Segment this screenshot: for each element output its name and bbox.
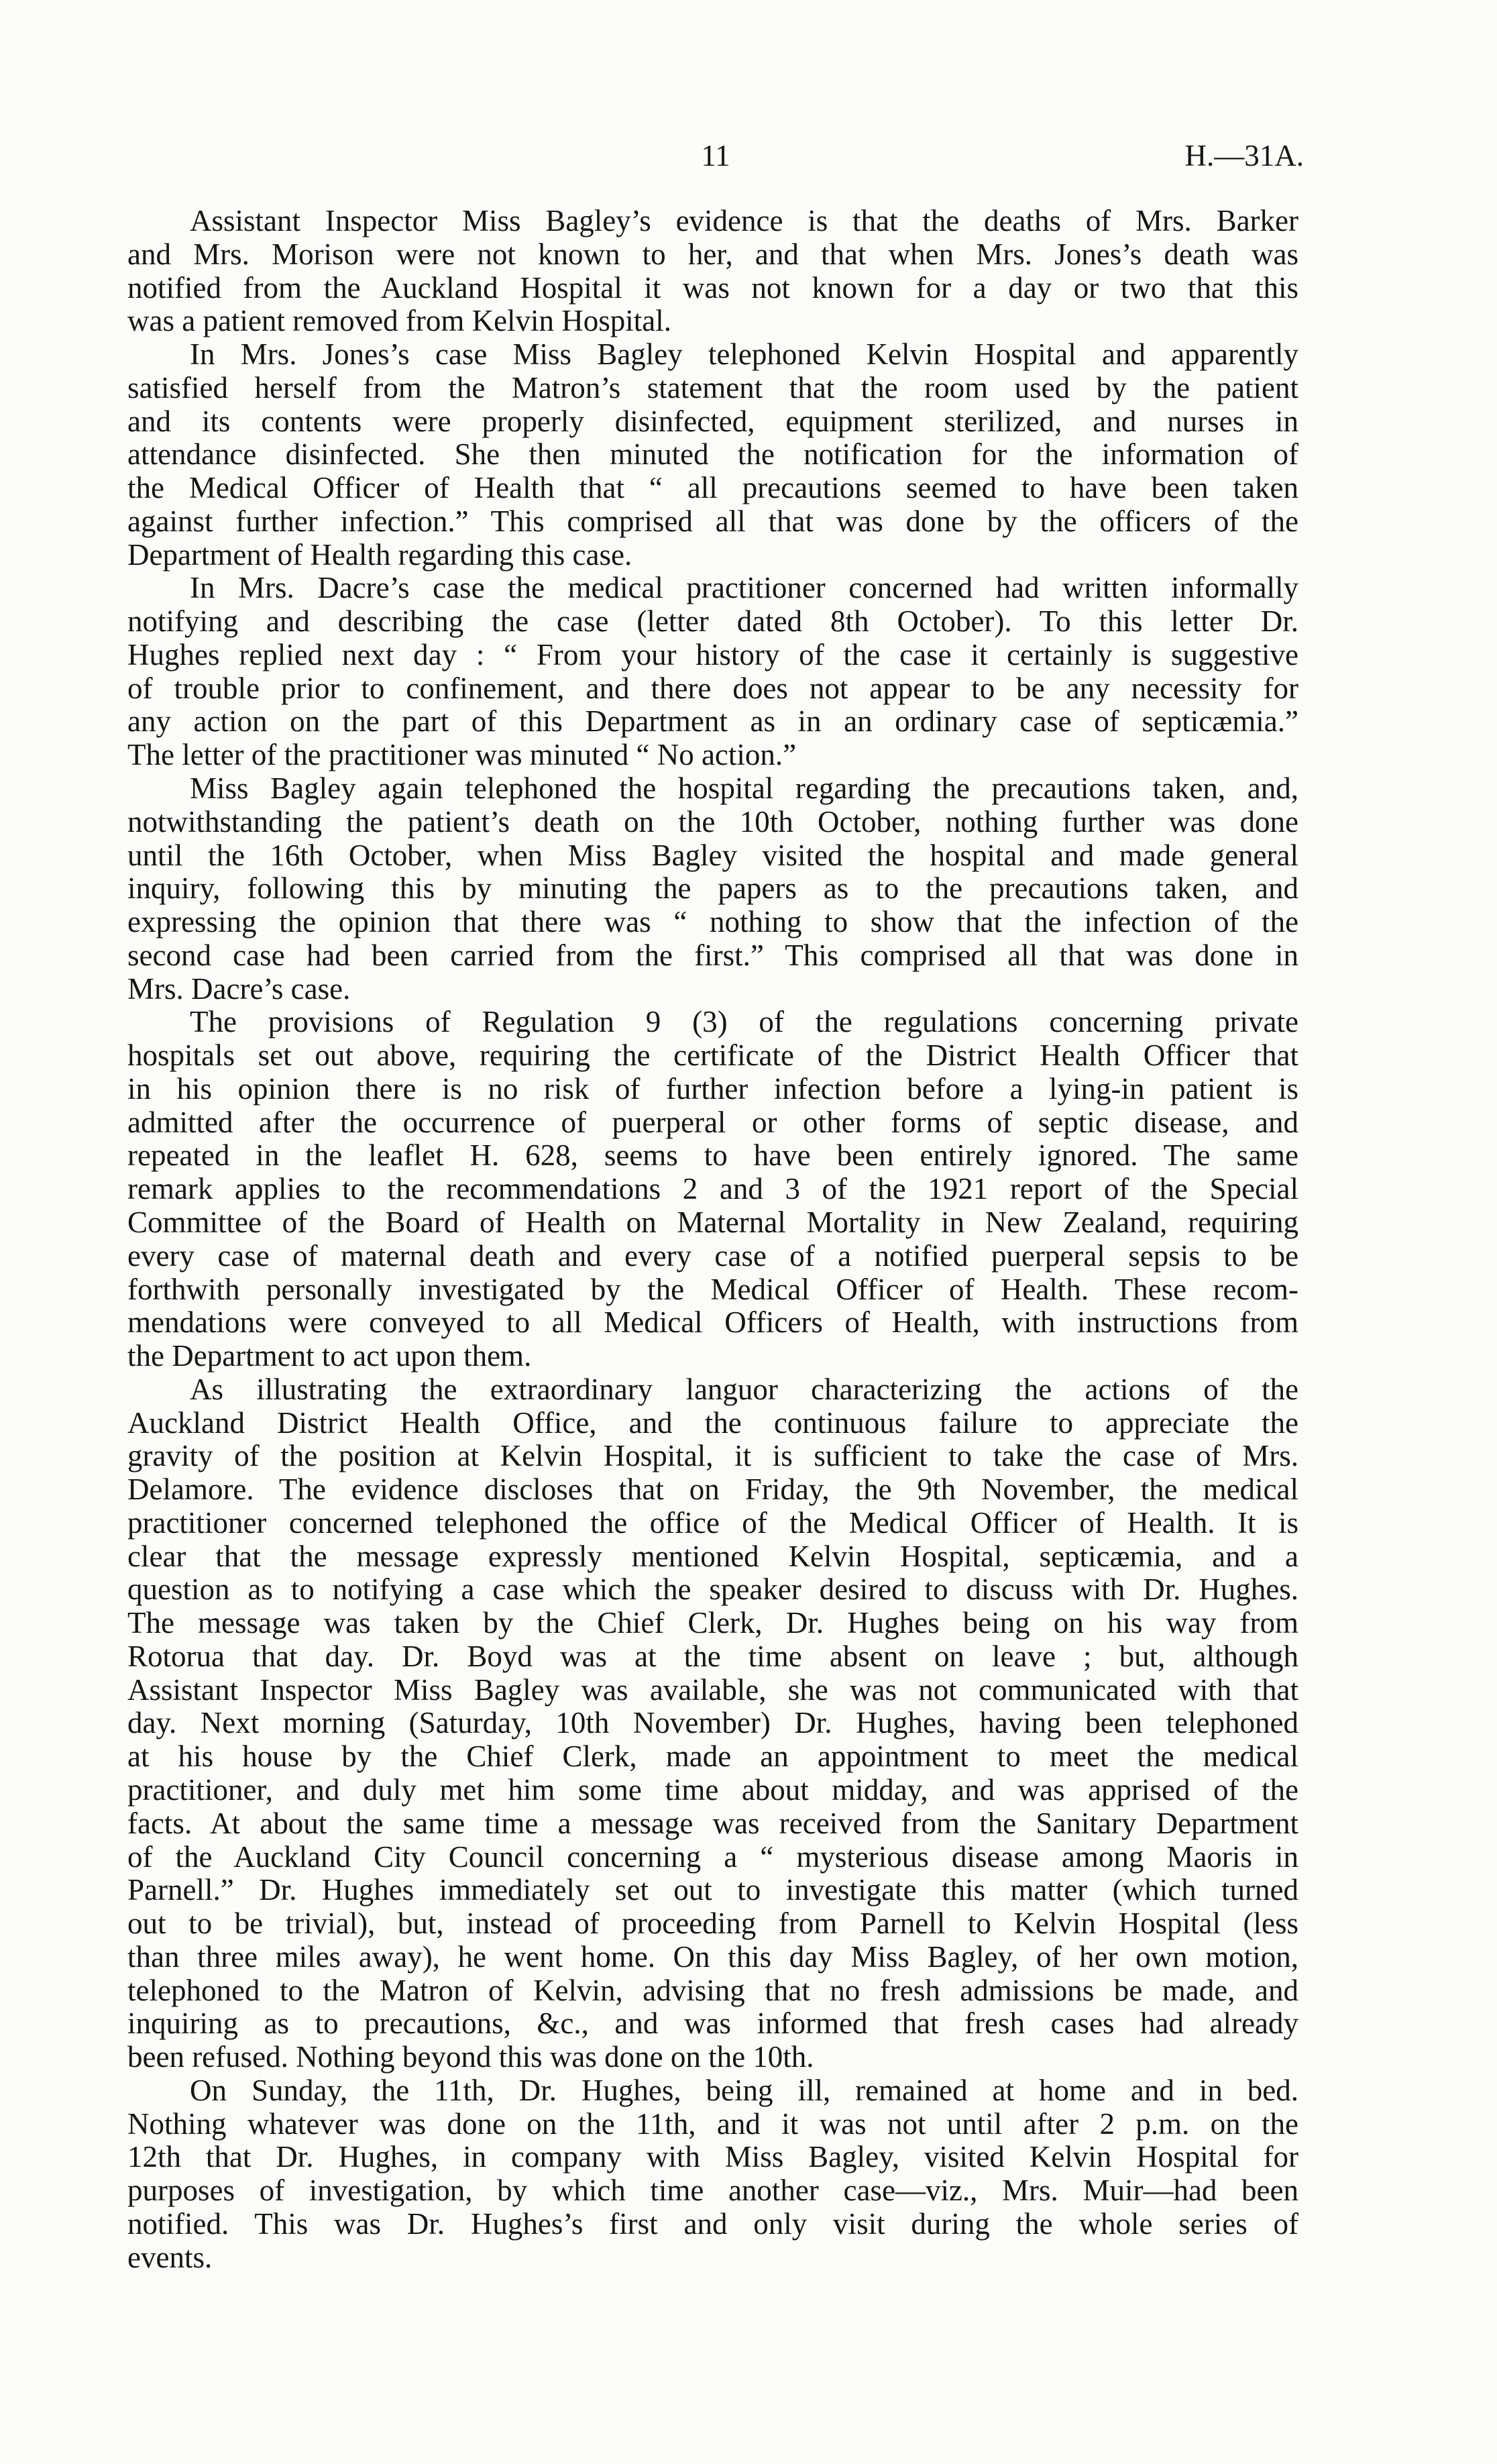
text-line: 12th that Dr. Hughes, in company with Miss Bagley, visited Kelvin Hospital for (127, 2140, 1298, 2174)
text-line: day. Next morning (Saturday, 10th November) Dr. Hughes, having been telephoned (127, 1706, 1298, 1740)
text-line: at his house by the Chief Clerk, made an appointment to meet the medical (127, 1739, 1298, 1774)
paragraph (127, 338, 1298, 572)
text-line: out to be trivial), but, instead of proceeding from Parnell to Kelvin Hospital (less (127, 1907, 1298, 1941)
text-line: Assistant Inspector Miss Bagley’s evidence is that the deaths of Mrs. Barker (190, 204, 1298, 237)
text-line: clear that the message expressly mentioned Kelvin Hospital, septicæmia, and a (127, 1539, 1298, 1573)
text-line: notified. This was Dr. Hughes’s first and only visit during the whole series of (127, 2206, 1298, 2241)
text-line: attendance disinfected. She then minuted the notification for the information of (127, 437, 1298, 472)
text-line: In Mrs. Dacre’s case the medical practitioner concerned had written informally (190, 571, 1298, 605)
text-line: admitted after the occurrence of puerperal or other forms of septic disease, and (127, 1105, 1298, 1139)
text-line: any action on the part of this Department as in an ordinary case of septicæmia.” (127, 704, 1298, 739)
text-line: and Mrs. Morison were not known to her, and that when Mrs. Jones’s death was (127, 237, 1298, 271)
text-line: repeated in the leaflet H. 628, seems to have been entirely ignored. The same (127, 1138, 1298, 1173)
text-line: of the Auckland City Council concerning a “ mysterious disease among Maoris in (127, 1839, 1298, 1874)
paragraph (127, 205, 1298, 338)
text-line: telephoned to the Matron of Kelvin, advising that no fresh admissions be made, and (127, 1973, 1298, 2007)
text-line: notwithstanding the patient’s death on the 10th October, nothing further was done (127, 804, 1298, 839)
text-line: Department of Health regarding this case. (127, 537, 632, 572)
text-line: every case of maternal death and every case of a notified puerperal sepsis to be (127, 1238, 1298, 1273)
text-line: the Medical Officer of Health that “ all precautions seemed to have been taken (127, 471, 1298, 505)
text-line: notifying and describing the case (letter dated 8th October). To this letter Dr. (127, 604, 1298, 639)
paragraph (127, 2074, 1298, 2275)
text-line: was a patient removed from Kelvin Hospital. (127, 304, 672, 338)
text-line: Nothing whatever was done on the 11th, and it was not until after 2 p.m. on the (127, 2106, 1298, 2141)
text-line: inquiring as to precautions, &c., and was informed that fresh cases had already (127, 2006, 1298, 2041)
text-line: the Department to act upon them. (127, 1339, 532, 1373)
text-line: practitioner, and duly met him some time about midday, and was apprised of the (127, 1772, 1298, 1807)
text-line: until the 16th October, when Miss Bagley visited the hospital and made general (127, 838, 1298, 872)
text-line: in his opinion there is no risk of further infection before a lying-in patient is (127, 1071, 1298, 1106)
text-line: remark applies to the recommendations 2 and 3 of the 1921 report of the Special (127, 1172, 1298, 1206)
text-line: inquiry, following this by minuting the papers as to the precautions taken, and (127, 871, 1298, 906)
text-line: expressing the opinion that there was “ nothing to show that the infection of the (127, 905, 1298, 939)
text-line: question as to notifying a case which the speaker desired to discuss with Dr. Hughes. (127, 1572, 1298, 1607)
text-line: Committee of the Board of Health on Maternal Mortality in New Zealand, requiring (127, 1205, 1298, 1239)
page-header (127, 138, 1304, 174)
text-line: practitioner concerned telephoned the office of the Medical Officer of Health. It is (127, 1505, 1298, 1540)
text-line: On Sunday, the 11th, Dr. Hughes, being ill, remained at home and in bed. (190, 2073, 1298, 2107)
text-line: been refused. Nothing beyond this was done on the 10th. (127, 2040, 814, 2074)
text-line: and its contents were properly disinfected, equipment sterilized, and nurses in (127, 404, 1298, 438)
paragraph (127, 1006, 1298, 1373)
paragraph (127, 772, 1298, 1006)
text-line: against further infection.” This comprised all that was done by the officers of the (127, 504, 1298, 538)
paragraph (127, 572, 1298, 772)
text-line: second case had been carried from the first.” This comprised all that was done in (127, 938, 1298, 972)
text-line: satisfied herself from the Matron’s statement that the room used by the patient (127, 370, 1298, 405)
page-number: 11 (701, 139, 730, 172)
text-line: Hughes replied next day : “ From your history of the case it certainly is suggestive (127, 637, 1298, 672)
text-line: than three miles away), he went home. On this day Miss Bagley, of her own motion, (127, 1939, 1298, 1974)
text-line: of trouble prior to confinement, and there does not appear to be any necessity for (127, 671, 1298, 705)
text-line: Delamore. The evidence discloses that on Friday, the 9th November, the medical (127, 1472, 1298, 1507)
text-line: forthwith personally investigated by the Medical Officer of Health. These recom- (127, 1272, 1298, 1306)
text-line: The message was taken by the Chief Clerk, Dr. Hughes being on his way from (127, 1606, 1298, 1640)
text-line: Parnell.” Dr. Hughes immediately set out to investigate this matter (which turned (127, 1873, 1298, 1907)
paragraph (127, 1373, 1298, 2074)
text-line: events. (127, 2240, 213, 2274)
text-line: facts. At about the same time a message was received from the Sanitary Department (127, 1806, 1298, 1840)
text-line: Miss Bagley again telephoned the hospital regarding the precautions taken, and, (190, 771, 1298, 806)
text-line: mendations were conveyed to all Medical Officers of Health, with instructions from (127, 1305, 1298, 1340)
text-line: The provisions of Regulation 9 (3) of the regulations concerning private (190, 1005, 1298, 1039)
text-line: Assistant Inspector Miss Bagley was available, she was not communicated with that (127, 1672, 1298, 1707)
document-reference: H.—31A. (1184, 139, 1304, 172)
text-line: As illustrating the extraordinary languor characterizing the actions of the (190, 1372, 1298, 1406)
text-line: The letter of the practitioner was minuted “ No action.” (127, 738, 797, 772)
body-text (127, 205, 1298, 2274)
text-line: purposes of investigation, by which time another case—viz., Mrs. Muir—had been (127, 2174, 1298, 2208)
text-line: notified from the Auckland Hospital it was not known for a day or two that this (127, 270, 1298, 305)
text-line: hospitals set out above, requiring the certificate of the District Health Officer that (127, 1038, 1298, 1073)
text-line: Auckland District Health Office, and the continuous failure to appreciate the (127, 1405, 1298, 1440)
text-line: gravity of the position at Kelvin Hospital, it is sufficient to take the case of Mrs. (127, 1439, 1298, 1473)
text-line: Rotorua that day. Dr. Boyd was at the time absent on leave ; but, although (127, 1639, 1298, 1673)
text-line: Mrs. Dacre’s case. (127, 971, 351, 1006)
text-line: In Mrs. Jones’s case Miss Bagley telephoned Kelvin Hospital and apparently (190, 337, 1298, 372)
